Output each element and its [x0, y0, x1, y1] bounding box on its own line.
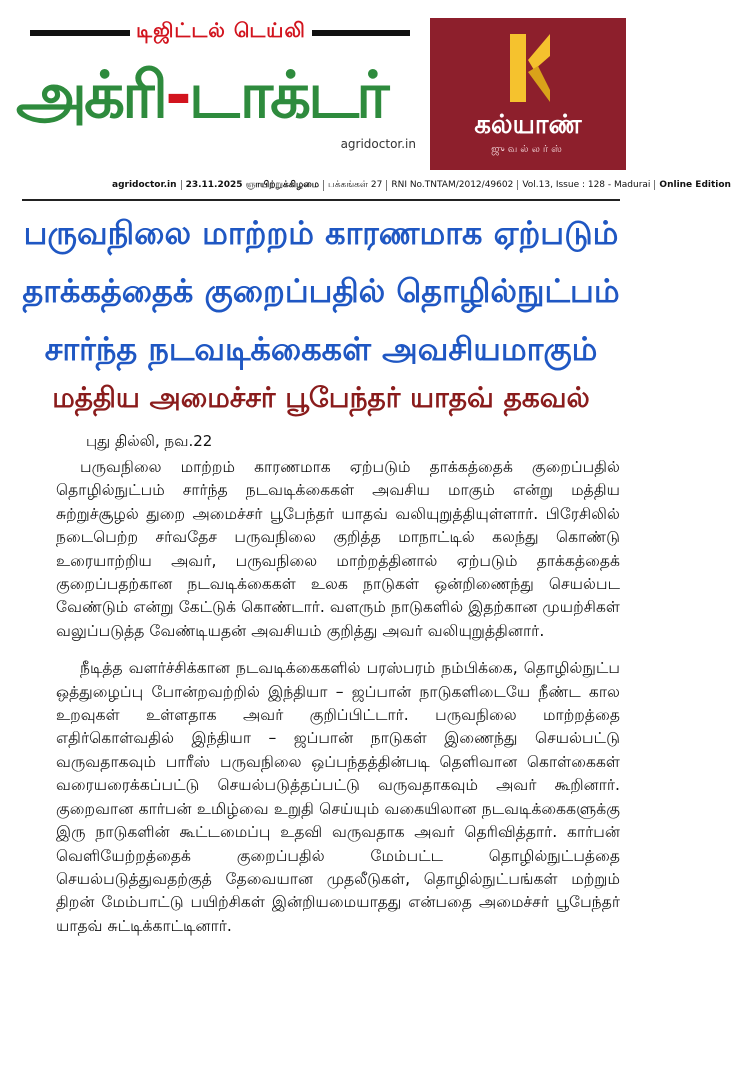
- issue-info-bar: [108, 180, 731, 198]
- article-paragraph: நீடித்த வளர்ச்சிக்கான நடவடிக்கைகளில் பரஸ்பரம் நம்பிக்கை, தொழில்நுட்ப ஒத்துழைப்பு போன்றவற்றில் இந்தியா – ஜப்பான் நாடுகளிடையே நீண்ட கால உறவுகள் உள்ளதாக அவர் குறிப்பிட்டார். பருவநிலை மாற்றத்தை எதிர்கொள்வதில் இந்தியா – ஜப்பான் நாடுகள் இணைந்து செயல்பட்டு வருவதாகவும் பாரீஸ் பருவநிலை ஒப்பந்தத்தின்படி தெளிவான கொள்கைகள் வரையரைக்கப்பட்டு செயல்படுத்தப்பட்டு வருவதாகவும் அவர் கூறினார். குறைவான கார்பன் உமிழ்வை உறுதி செய்யும் வகையிலான நடவடிக்கைகளுக்கு இரு நாடுகளின் கூட்டமைப்பு உதவி வருவதாக அவர் தெரிவித்தார். கார்பன் வெளியேற்றத்தைக் குறைப்பதில் மேம்பட்ட தொழில்நுட்பத்தை செயல்படுத்துவதற்குத் தேவையான முதலீடுகள், தொழில்நுட்பங்கள் மற்றும் திறன் மேம்பாட்டு பயிற்சிகள் இன்றியமையாதது என்பதை அமைச்சர் பூபேந்தர் யாதவ் சுட்டிக்காட்டினார்.: [56, 659, 620, 935]
- article-subheadline: மத்திய அமைச்சர் பூபேந்தர் யாதவ் தகவல்: [52, 381, 590, 414]
- article-headline: [22, 204, 620, 378]
- brand-separator: -: [165, 59, 189, 133]
- info-site[interactable]: agridoctor.in: [108, 180, 182, 190]
- info-date: 23.11.2025 ஞாயிற்றுக்கிழமை: [182, 180, 324, 191]
- brand-part-2: டாக்டர்: [188, 59, 387, 133]
- info-pages: பக்கங்கள் 27: [324, 180, 387, 191]
- ad-brand-subtitle: ஜுவல்லர்ஸ்: [491, 144, 565, 155]
- brand-logo: [16, 60, 416, 132]
- article-paragraph: பருவநிலை மாற்றம் காரணமாக ஏற்படும் தாக்கத்தைக் குறைப்பதில் தொழில்நுட்பம் சார்ந்த நடவடிக்கைகள் அவசிய மாகும் என்று மத்திய சுற்றுச்சூழல் துறை அமைச்சர் பூபேந்தர் யாதவ் வலியுறுத்தியுள்ளார். பிரேசிலில் நடைபெற்ற சர்வதேச பருவநிலை குறித்த மாநாட்டில் கலந்து கொண்டு உரையாற்றிய அவர், பருவநிலை மாற்றத்தினால் ஏற்படும் தாக்கத்தைக் குறைப்பதற்கான நடவடிக்கைகள் உலக நாடுகள் ஒன்றிணைந்து செயல்பட வேண்டும் என்று கேட்டுக் கொண்டார். வளரும் நாடுகளில் இதற்கான முயற்சிகள் வலுப்படுத்த வேண்டியதன் அவசியம் குறித்து அவர் வலியுறுத்தினார்.: [56, 458, 620, 640]
- brand-part-1: அக்ரி: [16, 59, 166, 133]
- article-dateline: புது தில்லி, நவ.22: [86, 432, 213, 450]
- tagline-banner: [30, 18, 410, 48]
- masthead-site: agridoctor.in: [340, 137, 416, 151]
- advertisement[interactable]: [430, 18, 626, 170]
- info-rni: RNI No.TNTAM/2012/49602: [387, 180, 518, 190]
- headline-line: பருவநிலை மாற்றம் காரணமாக ஏற்படும்: [23, 214, 619, 252]
- tagline-rule-left: [30, 30, 130, 36]
- headline-line: தாக்கத்தைக் குறைப்பதில் தொழில்நுட்பம்: [22, 272, 620, 310]
- kalyan-logo-icon: [504, 30, 554, 106]
- headline-line: சார்ந்த நடவடிக்கைகள் அவசியமாகும்: [44, 330, 598, 368]
- info-volume: Vol.13, Issue : 128 - Madurai: [518, 180, 655, 190]
- info-edition: Online Edition: [659, 180, 731, 190]
- masthead: [0, 0, 640, 178]
- ad-brand-name: கல்யாண்: [474, 110, 582, 140]
- tagline-rule-right: [312, 30, 410, 36]
- article-body: [56, 456, 620, 938]
- header-divider: [22, 199, 620, 201]
- tagline: டிஜிட்டல் டெய்லி: [136, 18, 306, 42]
